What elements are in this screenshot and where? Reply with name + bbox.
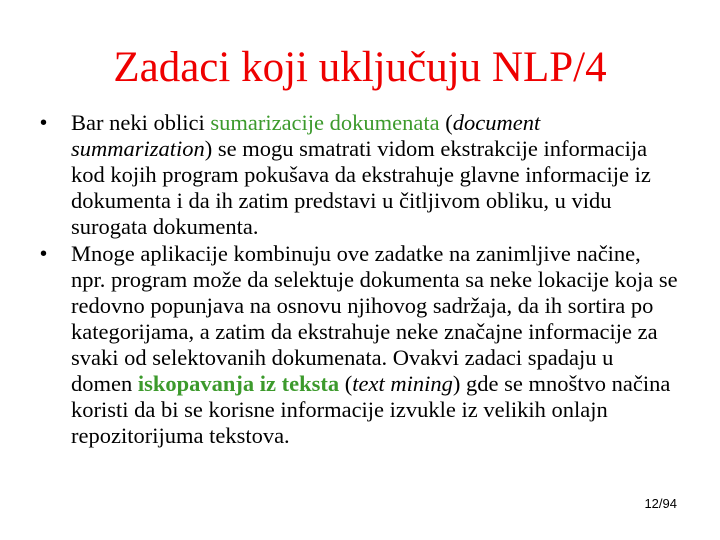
- highlighted-term: sumarizacije dokumenata: [210, 110, 440, 135]
- bullet-item-summarization: [40, 110, 680, 240]
- bullet-icon: •: [40, 112, 48, 134]
- bullet-text: (: [339, 371, 353, 396]
- bullet-text: ) se mogu smatrati vidom ekstrakcije informacija kod kojih program pokušava da ekstrahuje glavne informacije iz dokumenta i da ih zatim predstavi u čitljivom obliku, u vidu surogata dokumenta.: [71, 136, 651, 239]
- bullet-text: (: [439, 110, 453, 135]
- highlighted-term: iskopavanja iz teksta: [137, 371, 340, 396]
- bullet-item-text-mining: [40, 241, 680, 449]
- english-term: text mining: [352, 371, 453, 396]
- bullet-text: Mnoge aplikacije kombinuju ove zadatke na zanimljive načine, npr. program može da selektuje dokumenta sa neke lokacije koja se redovno popunjava na osnovu njihovog sadržaja, da ih sortira po kategorijama, a zatim da ekstrahuje neke značajne informacije za svaki od selektovanih dokumenata. Ovakvi zadaci spadaju u domen: [71, 241, 678, 396]
- bullet-text: Bar neki oblici: [71, 110, 211, 135]
- bullet-list: [40, 110, 680, 449]
- page-number: 12/94: [644, 496, 677, 511]
- english-term: document summarization: [71, 110, 541, 161]
- bullet-icon: •: [40, 243, 48, 265]
- slide-title: Zadaci koji uključuju NLP/4: [113, 44, 607, 91]
- bullet-text: ) gde se mnoštvo načina koristi da bi se korisne informacije izvukle iz velikih onlajn repozitorijuma tekstova.: [71, 371, 671, 448]
